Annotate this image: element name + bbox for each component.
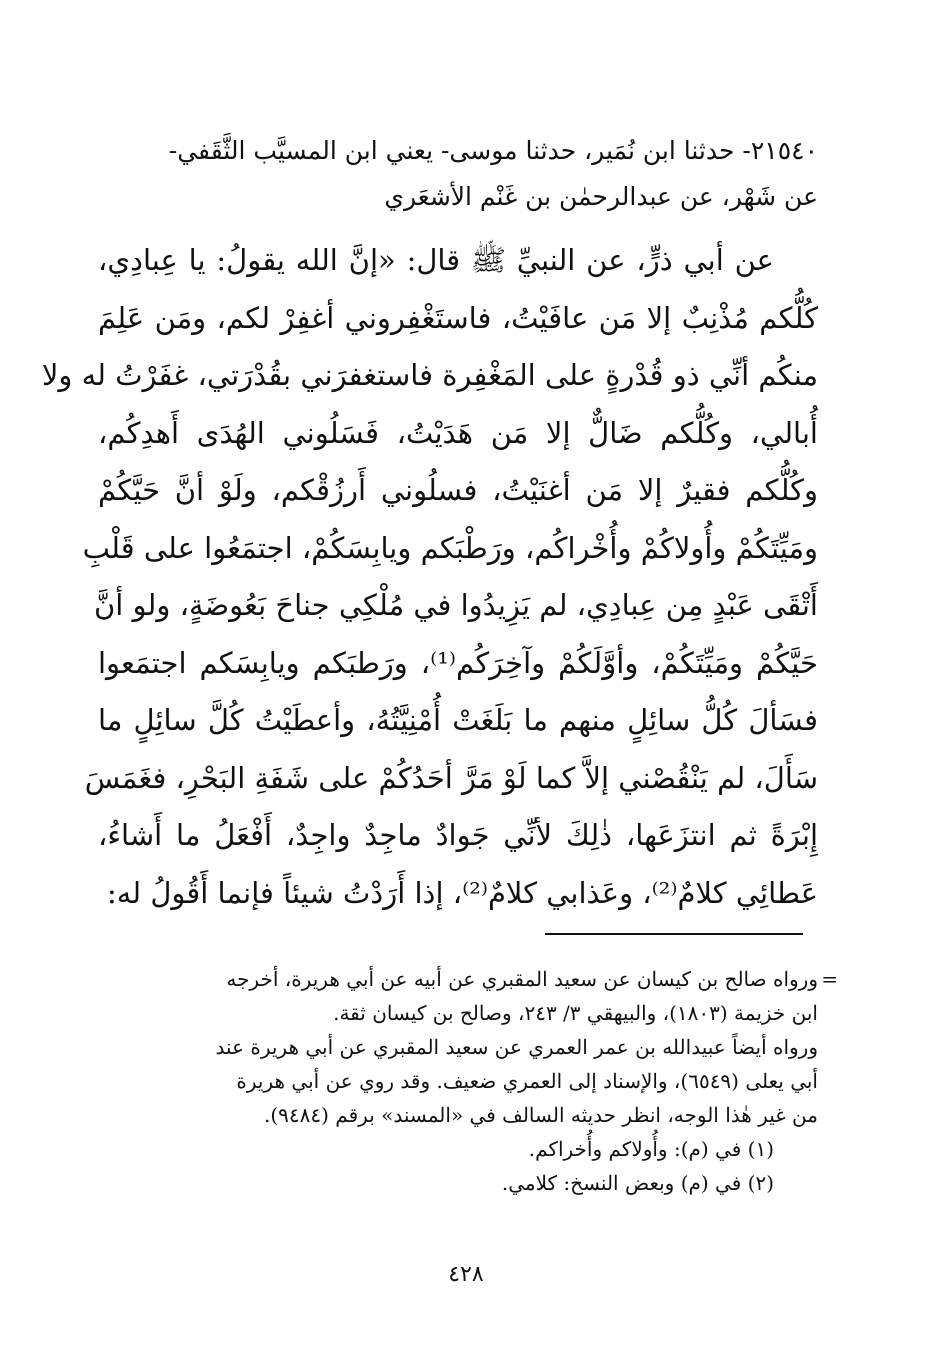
hadith-isnad bbox=[98, 128, 818, 220]
matn-line-11: إِبْرَةً ثم انتزَعَها، ذٰلِكَ لأنِّي جَوادٌ ماجِدٌ واجِدٌ، أَفْعَلُ ما أَشاءُ، bbox=[98, 818, 818, 852]
matn-line-4: أُبالي، وكُلُّكم ضَالٌّ إلا مَن هَدَيْتُ، فَسَلُوني الهُدَى أَهدِكُم، bbox=[98, 415, 818, 450]
matn-line-7: أَتْقَى عَبْدٍ مِن عِبادِي، لم يَزِيدُوا في مُلْكِي جناحَ بَعُوضَةٍ، ولو أنَّ bbox=[93, 588, 818, 622]
page-number: ٤٢٨ bbox=[448, 1262, 484, 1287]
footnote-1: (١) في (م): وأُولاكم وأُخراكم. bbox=[528, 1137, 774, 1161]
matn-line-12: عَطائِي كلامٌ⁽²⁾، وعَذابي كلامٌ⁽²⁾، إذا أَرَدْتُ شيئاً فإنما أَقُولُ له: bbox=[106, 875, 818, 910]
footnote-separator bbox=[545, 933, 803, 935]
matn-line-8: حَيَّكُمْ ومَيِّتَكُمْ، وأوَّلَكُمْ وآخِرَكُم⁽¹⁾، ورَطبَكم ويابِسَكم اجتمَعوا bbox=[98, 645, 818, 680]
footnote-line: ورواه أيضاً عبيدالله بن عمر العمري عن سعيد المقبري عن أبي هريرة عند bbox=[215, 1035, 818, 1059]
footnote-line: أبي يعلى (٦٥٤٩)، والإسناد إلى العمري ضعيف. وقد روي عن أبي هريرة bbox=[236, 1069, 818, 1093]
hadith-matn bbox=[41, 232, 818, 922]
isnad-line-2: عن شَهْر، عن عبدالرحمٰن بن غَنْم الأشعَري bbox=[384, 182, 818, 211]
matn-line-2: كُلُّكم مُذْنِبٌ إلا مَن عافَيْتُ، فاستَغْفِروني أغفِرْ لكم، ومَن عَلِمَ bbox=[98, 300, 818, 335]
footnote-line: ابن خزيمة (١٨٠٣)، والبيهقي ٣/ ٢٤٣، وصالح بن كيسان ثقة. bbox=[333, 1001, 818, 1025]
isnad-line-1: ٢١٥٤٠- حدثنا ابن نُمَير، حدثنا موسى- يعني ابن المسيَّب الثَّقَفي- bbox=[168, 136, 818, 165]
matn-line-1: عن أبي ذرٍّ، عن النبيِّ ﷺ قال: «إنَّ الله يقولُ: يا عِبادِي، bbox=[98, 243, 774, 277]
footnote-2: (٢) في (م) وبعض النسخ: كلامي. bbox=[501, 1171, 774, 1195]
matn-line-6: ومَيِّتَكُمْ وأُولاكُمْ وأُخْراكُم، ورَطْبَكم ويابِسَكُمْ، اجتمَعُوا على قَلْبِ bbox=[82, 530, 818, 565]
footnote-continuation-1 bbox=[98, 962, 838, 1030]
footnote-line: ورواه صالح بن كيسان عن سعيد المقبري عن أبيه عن أبي هريرة، أخرجه bbox=[226, 967, 818, 991]
matn-line-3: منكُم أنِّي ذو قُدْرةٍ على المَغْفِرة فاستغفرَني بقُدْرَتي، غفَرْتُ له ولا bbox=[41, 358, 818, 392]
matn-line-9: فسَألَ كُلُّ سائِلٍ منهم ما بَلَغَتْ أُمْنِيَّتُهُ، وأعطَيْتُ كُلَّ سائِلٍ ما bbox=[98, 703, 818, 737]
footnote-continuation-2 bbox=[98, 1030, 818, 1132]
footnote-line: من غير هٰذا الوجه، انظر حديثه السالف في «المسند» برقم (٩٤٨٤). bbox=[263, 1103, 818, 1127]
matn-line-5: وكُلُّكم فقيرٌ إلا مَن أغنَيْتُ، فسلُوني أَرزُقْكم، ولَوْ أنَّ حَيَّكُمْ bbox=[98, 473, 818, 507]
matn-line-10: سَأَلَ، لم يَنْقُصْني إلاَّ كما لَوْ مَرَّ أحَدُكُمْ على شَفَةِ البَحْرِ، فغَمَسَ bbox=[84, 760, 818, 795]
footnotes bbox=[98, 962, 838, 1200]
continuation-marker: = bbox=[821, 967, 838, 991]
